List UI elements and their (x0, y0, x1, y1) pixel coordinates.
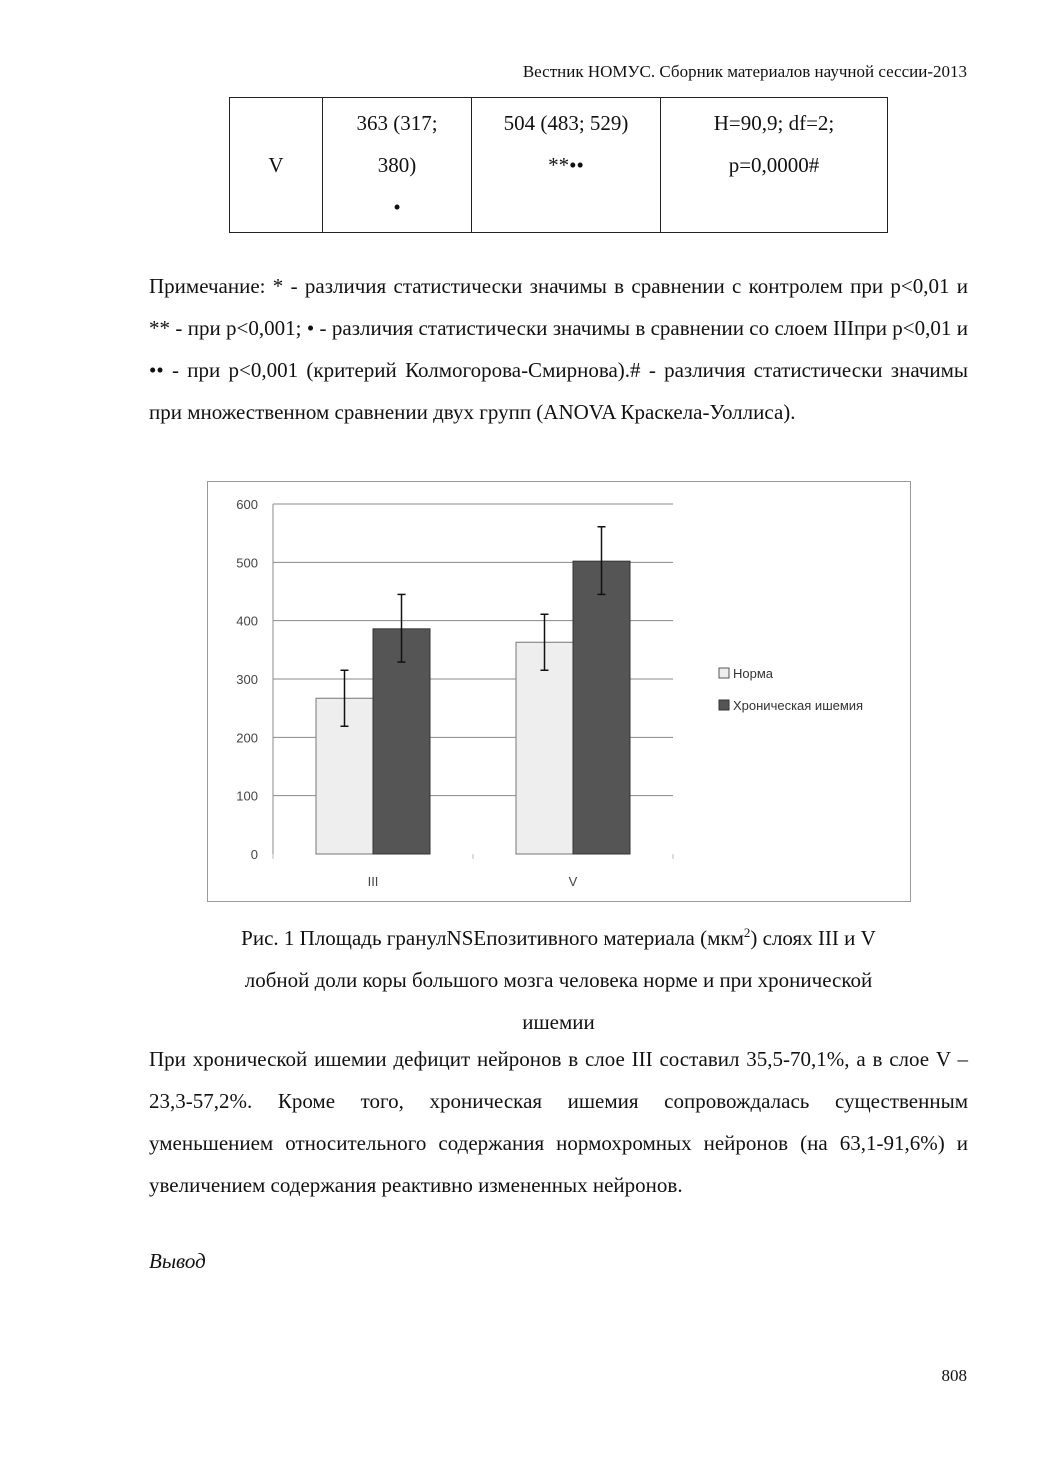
statistics-line2: p=0,0000# (728, 153, 820, 177)
y-tick-label: 100 (236, 788, 258, 804)
y-tick-label: 0 (250, 847, 258, 862)
journal-header: Вестник НОМУС. Сборник материалов научной сессии-2013 (522, 62, 967, 81)
norm-significance-mark: • (393, 195, 401, 219)
caption-line3: ишемии (522, 1010, 595, 1034)
ischemia-value: 504 (483; 529) (503, 111, 629, 135)
y-tick-label: 200 (236, 730, 258, 746)
legend-swatch (719, 700, 729, 710)
y-tick-label: 300 (236, 672, 258, 687)
norm-value-line1: 363 (317; (356, 111, 438, 135)
legend-label: Норма (733, 666, 774, 681)
bar-chart (207, 481, 911, 902)
bar (516, 642, 573, 854)
bar-chart-svg (208, 482, 910, 901)
table-note: Примечание: * - различия статистически значимы в сравнении с контролем при р<0,01 и ** - при р<0,001; • - различия статистически значимы в сравнении со слоем IIIпри р<0,01 и •• - при р<0,001 (критерий Колмогорова-Смирнова).# - различия статистически значимы при множественном сравнении двух групп (ANOVA Краскела-Уоллиса). (149, 274, 968, 424)
ischemia-significance-mark: **•• (548, 153, 584, 177)
y-tick-label: 600 (236, 497, 258, 512)
results-table (229, 97, 888, 233)
caption-line1-post: ) слоях III и V (750, 926, 876, 950)
conclusion-heading: Вывод (149, 1249, 206, 1273)
caption-line1-pre: Рис. 1 Площадь гранулNSEпозитивного материала (мкм (241, 926, 744, 950)
page-number: 808 (941, 1366, 967, 1385)
caption-line1 (149, 912, 968, 959)
x-tick-label: III (367, 874, 379, 889)
x-tick-label: V (568, 874, 578, 889)
legend-label: Хроническая ишемия (733, 698, 864, 713)
legend-swatch (719, 668, 729, 678)
norm-cell (323, 98, 472, 233)
y-tick-label: 500 (236, 555, 258, 571)
figure-caption (149, 912, 968, 1043)
statistics-line1: H=90,9; df=2; (713, 111, 835, 135)
caption-line2: лобной доли коры большого мозга человека норме и при хронической (244, 968, 873, 992)
table-row (230, 98, 888, 233)
ischemia-cell (472, 98, 661, 233)
caption-superscript: 2 (743, 925, 751, 940)
y-tick-label: 400 (236, 613, 258, 629)
statistics-cell (661, 98, 888, 233)
results-paragraph: При хронической ишемии дефицит нейронов в слое III составил 35,5-70,1%, а в слое V – 23,3-57,2%. Кроме того, хроническая ишемия сопровождалась существенным уменьшением относительного содержания нормохромных нейронов (на 63,1-91,6%) и увеличением содержания реактивно измененных нейронов. (149, 1047, 968, 1197)
layer-cell: V (230, 98, 323, 233)
norm-value-line2: 380) (377, 153, 417, 177)
bar (573, 561, 630, 854)
